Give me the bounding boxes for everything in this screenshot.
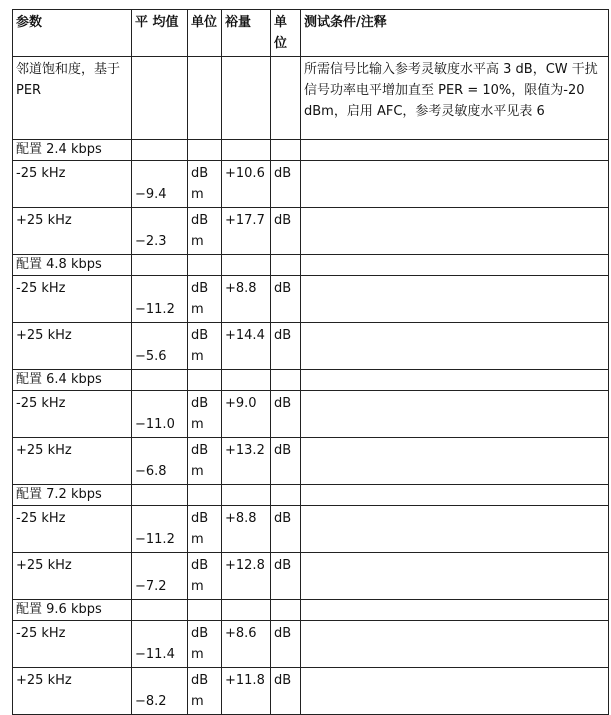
section-label: 配置 9.6 kbps — [13, 600, 132, 621]
table-row — [13, 323, 609, 370]
header-unit: 单位 — [188, 10, 222, 57]
section-unit — [188, 370, 222, 391]
row-margin: +9.0 — [222, 391, 271, 438]
row-param: +25 kHz — [13, 553, 132, 600]
row-param: -25 kHz — [13, 391, 132, 438]
row-notes — [301, 323, 609, 370]
section-margin-unit — [271, 255, 301, 276]
section-margin-unit — [271, 485, 301, 506]
table-row — [13, 621, 609, 668]
header-row — [13, 10, 609, 57]
row-notes — [301, 668, 609, 715]
section-margin-unit — [271, 600, 301, 621]
row-margin: +8.8 — [222, 276, 271, 323]
section-unit — [188, 255, 222, 276]
section-avg — [132, 255, 188, 276]
row-margin: +14.4 — [222, 323, 271, 370]
row-param: -25 kHz — [13, 621, 132, 668]
table-row — [13, 668, 609, 715]
section-margin — [222, 140, 271, 161]
row-avg: −11.4 — [132, 621, 188, 668]
row-notes — [301, 391, 609, 438]
row-margin-unit: dB — [271, 621, 301, 668]
intro-unit — [188, 57, 222, 140]
row-unit: dBm — [188, 208, 222, 255]
row-margin-unit: dB — [271, 391, 301, 438]
section-margin-unit — [271, 370, 301, 391]
header-avg: 平 均值 — [132, 10, 188, 57]
row-unit: dBm — [188, 438, 222, 485]
row-param: +25 kHz — [13, 438, 132, 485]
row-param: -25 kHz — [13, 161, 132, 208]
row-margin-unit: dB — [271, 668, 301, 715]
row-unit: dBm — [188, 323, 222, 370]
row-margin: +17.7 — [222, 208, 271, 255]
section-unit — [188, 140, 222, 161]
row-margin-unit: dB — [271, 438, 301, 485]
section-margin-unit — [271, 140, 301, 161]
row-param: +25 kHz — [13, 323, 132, 370]
table-row — [13, 276, 609, 323]
section-unit — [188, 485, 222, 506]
section-label: 配置 4.8 kbps — [13, 255, 132, 276]
intro-notes: 所需信号比输入参考灵敏度水平高 3 dB，CW 干扰信号功率电平增加直至 PER = 10%，限值为-20 dBm，启用 AFC，参考灵敏度水平见表 6 — [301, 57, 609, 140]
section-margin — [222, 255, 271, 276]
section-margin — [222, 370, 271, 391]
row-notes — [301, 161, 609, 208]
section-margin — [222, 600, 271, 621]
intro-avg — [132, 57, 188, 140]
section-notes — [301, 485, 609, 506]
row-notes — [301, 208, 609, 255]
section-row — [13, 485, 609, 506]
row-unit: dBm — [188, 506, 222, 553]
row-margin: +8.6 — [222, 621, 271, 668]
row-param: -25 kHz — [13, 276, 132, 323]
section-label: 配置 6.4 kbps — [13, 370, 132, 391]
section-label: 配置 2.4 kbps — [13, 140, 132, 161]
intro-margin — [222, 57, 271, 140]
row-param: +25 kHz — [13, 668, 132, 715]
spec-table — [12, 9, 609, 715]
row-unit: dBm — [188, 553, 222, 600]
row-unit: dBm — [188, 161, 222, 208]
row-notes — [301, 276, 609, 323]
row-margin: +11.8 — [222, 668, 271, 715]
section-notes — [301, 600, 609, 621]
row-margin-unit: dB — [271, 161, 301, 208]
intro-param: 邻道饱和度，基于 PER — [13, 57, 132, 140]
intro-row — [13, 57, 609, 140]
row-margin-unit: dB — [271, 208, 301, 255]
section-avg — [132, 140, 188, 161]
table-row — [13, 438, 609, 485]
header-margin: 裕量 — [222, 10, 271, 57]
section-avg — [132, 370, 188, 391]
section-avg — [132, 485, 188, 506]
row-avg: −6.8 — [132, 438, 188, 485]
section-avg — [132, 600, 188, 621]
section-row — [13, 255, 609, 276]
row-unit: dBm — [188, 391, 222, 438]
section-notes — [301, 370, 609, 391]
row-margin-unit: dB — [271, 276, 301, 323]
row-notes — [301, 438, 609, 485]
section-row — [13, 370, 609, 391]
row-unit: dBm — [188, 276, 222, 323]
row-avg: −7.2 — [132, 553, 188, 600]
row-margin-unit: dB — [271, 553, 301, 600]
row-avg: −11.0 — [132, 391, 188, 438]
row-avg: −2.3 — [132, 208, 188, 255]
header-notes: 测试条件/注释 — [301, 10, 609, 57]
row-param: -25 kHz — [13, 506, 132, 553]
row-margin: +12.8 — [222, 553, 271, 600]
table-row — [13, 553, 609, 600]
row-avg: −9.4 — [132, 161, 188, 208]
row-margin: +8.8 — [222, 506, 271, 553]
row-margin-unit: dB — [271, 506, 301, 553]
section-row — [13, 600, 609, 621]
row-margin: +13.2 — [222, 438, 271, 485]
table-row — [13, 208, 609, 255]
row-unit: dBm — [188, 668, 222, 715]
row-avg: −11.2 — [132, 506, 188, 553]
row-avg: −11.2 — [132, 276, 188, 323]
row-avg: −5.6 — [132, 323, 188, 370]
row-margin-unit: dB — [271, 323, 301, 370]
header-margin-unit: 单位 — [271, 10, 301, 57]
section-margin — [222, 485, 271, 506]
row-unit: dBm — [188, 621, 222, 668]
section-notes — [301, 140, 609, 161]
section-unit — [188, 600, 222, 621]
row-param: +25 kHz — [13, 208, 132, 255]
intro-margin-unit — [271, 57, 301, 140]
section-notes — [301, 255, 609, 276]
row-margin: +10.6 — [222, 161, 271, 208]
row-notes — [301, 553, 609, 600]
header-param: 参数 — [13, 10, 132, 57]
table-row — [13, 391, 609, 438]
table-row — [13, 506, 609, 553]
section-label: 配置 7.2 kbps — [13, 485, 132, 506]
row-notes — [301, 506, 609, 553]
row-notes — [301, 621, 609, 668]
table-row — [13, 161, 609, 208]
row-avg: −8.2 — [132, 668, 188, 715]
section-row — [13, 140, 609, 161]
